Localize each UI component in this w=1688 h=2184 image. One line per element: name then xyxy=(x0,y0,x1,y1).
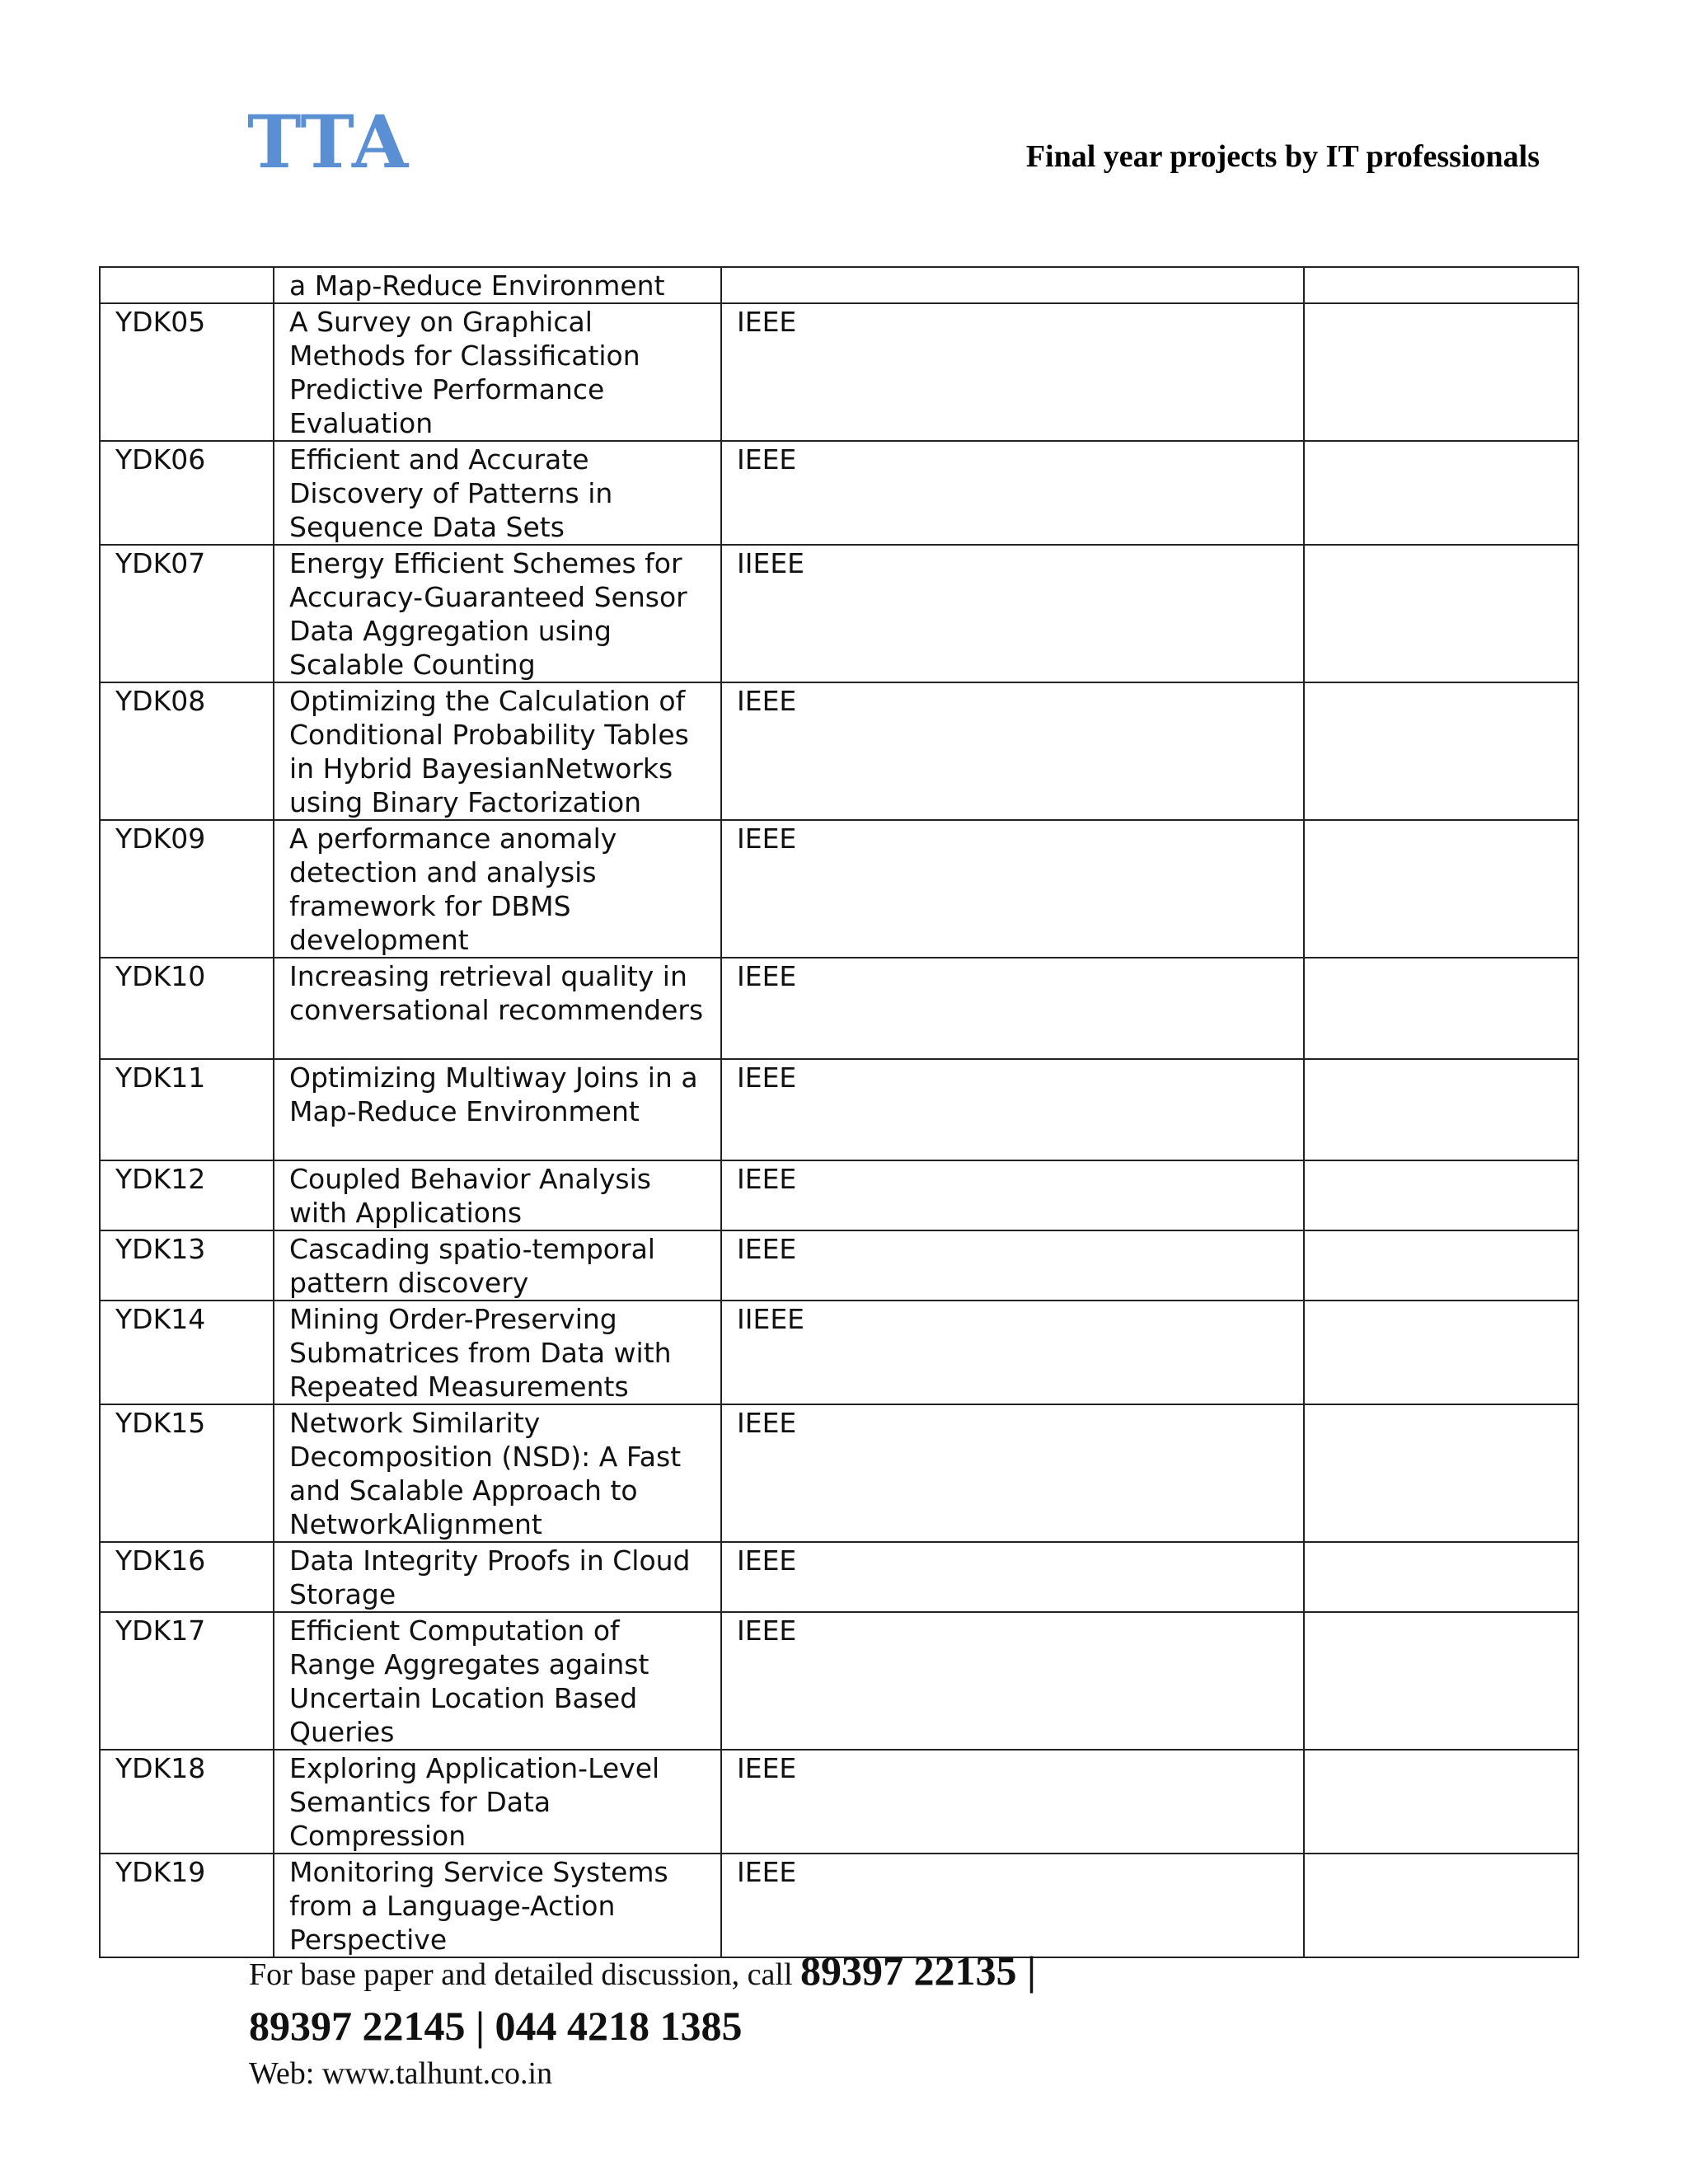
project-source-cell: IEEE xyxy=(721,1542,1304,1612)
table-row xyxy=(100,1404,1578,1542)
project-title-cell: Monitoring Service Systems from a Language-Action Perspective xyxy=(274,1854,721,1957)
table-row xyxy=(100,1230,1578,1301)
projects-table-body xyxy=(100,267,1578,1957)
project-title-cell: a Map-Reduce Environment xyxy=(274,267,721,303)
project-extra-cell xyxy=(1304,1160,1578,1230)
table-row xyxy=(100,682,1578,820)
project-extra-cell xyxy=(1304,441,1578,545)
project-id-cell: YDK11 xyxy=(100,1059,274,1160)
project-extra-cell xyxy=(1304,1750,1578,1854)
project-title-cell: Efficient Computation of Range Aggregates against Uncertain Location Based Queries xyxy=(274,1612,721,1750)
project-id-cell: YDK15 xyxy=(100,1404,274,1542)
project-source-cell: IEEE xyxy=(721,820,1304,958)
project-source-cell: IEEE xyxy=(721,1230,1304,1301)
project-id-cell: YDK06 xyxy=(100,441,274,545)
project-title-cell: Optimizing the Calculation of Conditional Probability Tables in Hybrid BayesianNetworks using Binary Factorization xyxy=(274,682,721,820)
project-id-cell: YDK12 xyxy=(100,1160,274,1230)
project-id-cell: YDK14 xyxy=(100,1301,274,1404)
project-title-cell: A Survey on Graphical Methods for Classification Predictive Performance Evaluation xyxy=(274,303,721,441)
project-source-cell: IEEE xyxy=(721,1750,1304,1854)
project-title-cell: Optimizing Multiway Joins in a Map-Reduce Environment xyxy=(274,1059,721,1160)
project-id-cell xyxy=(100,267,274,303)
header-tagline: Final year projects by IT professionals xyxy=(1025,139,1540,174)
project-title-cell: Exploring Application-Level Semantics for Data Compression xyxy=(274,1750,721,1854)
project-source-cell: IEEE xyxy=(721,958,1304,1059)
project-title-cell: Energy Efficient Schemes for Accuracy-Guaranteed Sensor Data Aggregation using Scalable Counting xyxy=(274,545,721,682)
phone-numbers-line: 89397 22145 | 044 4218 1385 xyxy=(249,2003,743,2049)
table-row xyxy=(100,1750,1578,1854)
project-id-cell: YDK10 xyxy=(100,958,274,1059)
project-id-cell: YDK05 xyxy=(100,303,274,441)
phone-number-primary: 89397 22135 | xyxy=(800,1947,1037,1994)
project-id-cell: YDK17 xyxy=(100,1612,274,1750)
project-title-cell: Coupled Behavior Analysis with Applications xyxy=(274,1160,721,1230)
table-row xyxy=(100,1059,1578,1160)
table-row xyxy=(100,820,1578,958)
project-id-cell: YDK19 xyxy=(100,1854,274,1957)
project-id-cell: YDK18 xyxy=(100,1750,274,1854)
project-source-cell: IEEE xyxy=(721,303,1304,441)
project-source-cell: IEEE xyxy=(721,1404,1304,1542)
table-row xyxy=(100,1301,1578,1404)
tta-logo: TTA xyxy=(247,99,410,185)
project-source-cell: IEEE xyxy=(721,1612,1304,1750)
project-extra-cell xyxy=(1304,1059,1578,1160)
project-source-cell: IIEEE xyxy=(721,1301,1304,1404)
project-source-cell: IIEEE xyxy=(721,545,1304,682)
project-title-cell: Network Similarity Decomposition (NSD): A Fast and Scalable Approach to NetworkAlignment xyxy=(274,1404,721,1542)
table-row xyxy=(100,1612,1578,1750)
project-source-cell: IEEE xyxy=(721,1059,1304,1160)
project-source-cell: IEEE xyxy=(721,682,1304,820)
project-extra-cell xyxy=(1304,1854,1578,1957)
project-title-cell: Cascading spatio-temporal pattern discovery xyxy=(274,1230,721,1301)
project-title-cell: Efficient and Accurate Discovery of Patterns in Sequence Data Sets xyxy=(274,441,721,545)
project-extra-cell xyxy=(1304,267,1578,303)
project-id-cell: YDK07 xyxy=(100,545,274,682)
table-row xyxy=(100,1854,1578,1957)
project-extra-cell xyxy=(1304,1301,1578,1404)
project-extra-cell xyxy=(1304,303,1578,441)
website-line: Web: www.talhunt.co.in xyxy=(249,2056,553,2091)
table-row xyxy=(100,1542,1578,1612)
project-id-cell: YDK16 xyxy=(100,1542,274,1612)
project-extra-cell xyxy=(1304,682,1578,820)
project-extra-cell xyxy=(1304,820,1578,958)
table-row xyxy=(100,958,1578,1059)
project-source-cell xyxy=(721,267,1304,303)
project-id-cell: YDK09 xyxy=(100,820,274,958)
table-row xyxy=(100,267,1578,303)
project-id-cell: YDK13 xyxy=(100,1230,274,1301)
project-id-cell: YDK08 xyxy=(100,682,274,820)
project-extra-cell xyxy=(1304,1404,1578,1542)
project-source-cell: IEEE xyxy=(721,1854,1304,1957)
project-extra-cell xyxy=(1304,1230,1578,1301)
project-extra-cell xyxy=(1304,545,1578,682)
table-row xyxy=(100,303,1578,441)
table-row xyxy=(100,441,1578,545)
table-row xyxy=(100,545,1578,682)
contact-footer xyxy=(249,1945,1036,2096)
table-row xyxy=(100,1160,1578,1230)
project-extra-cell xyxy=(1304,1542,1578,1612)
project-title-cell: Mining Order-Preserving Submatrices from Data with Repeated Measurements xyxy=(274,1301,721,1404)
projects-table xyxy=(99,266,1579,1958)
project-source-cell: IEEE xyxy=(721,1160,1304,1230)
project-title-cell: Data Integrity Proofs in Cloud Storage xyxy=(274,1542,721,1612)
project-source-cell: IEEE xyxy=(721,441,1304,545)
project-extra-cell xyxy=(1304,1612,1578,1750)
project-title-cell: Increasing retrieval quality in conversational recommenders xyxy=(274,958,721,1059)
footer-call-line xyxy=(249,1945,1036,2000)
project-title-cell: A performance anomaly detection and analysis framework for DBMS development xyxy=(274,820,721,958)
call-text: For base paper and detailed discussion, call xyxy=(249,1957,801,1992)
project-extra-cell xyxy=(1304,958,1578,1059)
